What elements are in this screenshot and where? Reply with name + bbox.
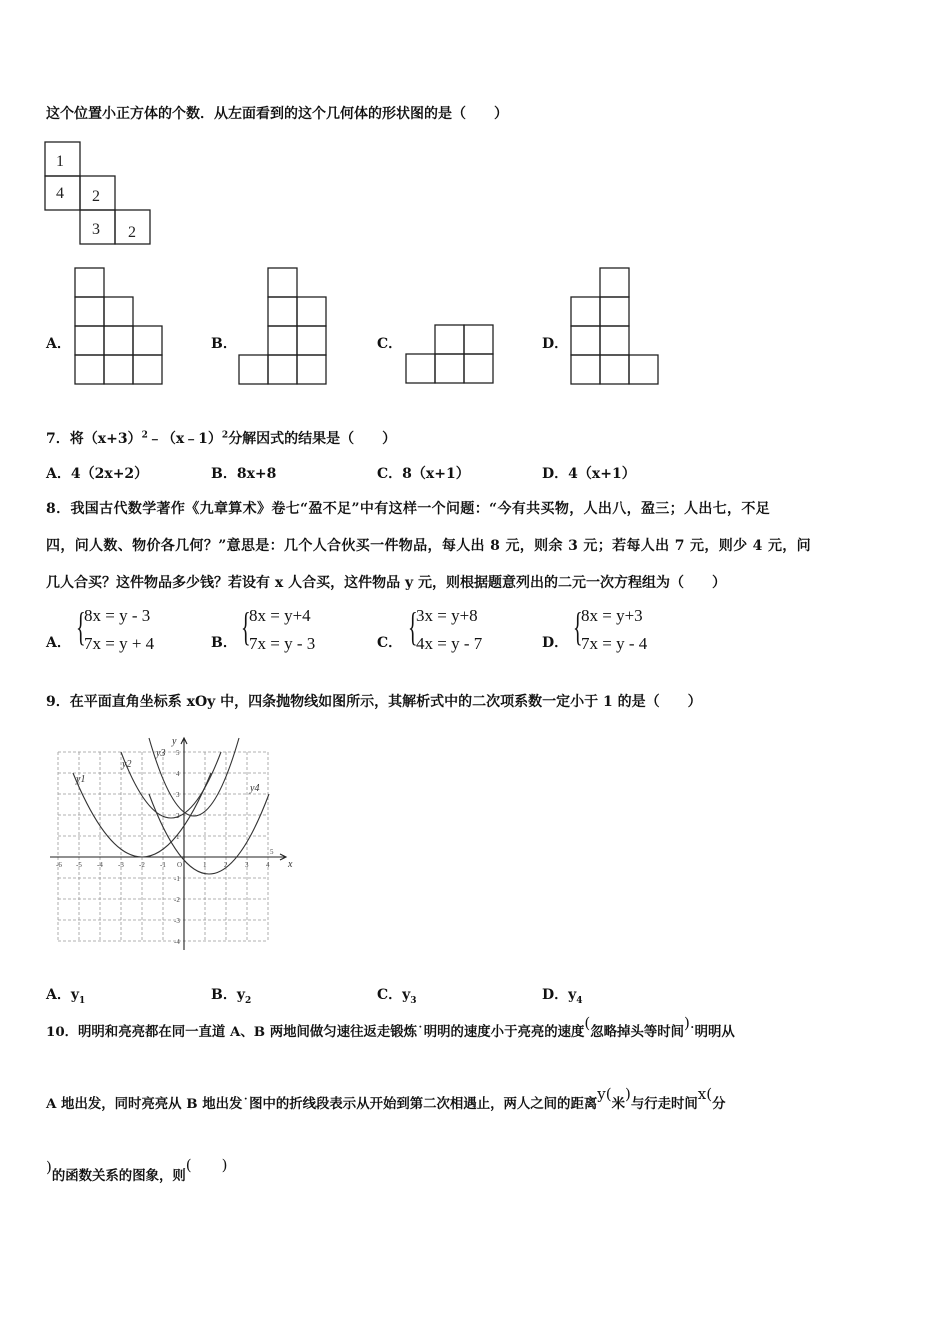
x-tick: -2 — [139, 861, 145, 869]
q8-option-c-label: C． — [377, 635, 403, 651]
x-tick: -4 — [97, 861, 103, 869]
equation: 8x = y+3 — [581, 606, 643, 625]
y-axis-label: y — [172, 736, 177, 747]
q9-option-b[interactable]: B．$y_2$ — [211, 987, 252, 1006]
q6-prompt: 这个位置小正方体的个数．从左面看到的这个几何体的形状图的是（ ） — [46, 106, 508, 122]
q8-option-c-system[interactable]: { 3x = y+8 4x = y - 7 — [408, 604, 483, 653]
q6-option-a-label: A． — [46, 336, 71, 352]
equation: 4x = y - 7 — [416, 634, 483, 653]
q7-prompt: 7．将$(x+3)^2﹣(x﹣1)^2$分解因式的结果是（ ） — [46, 430, 397, 447]
q9-option-a[interactable]: A．$y_1$ — [46, 987, 86, 1006]
x-axis-label: x — [288, 859, 293, 870]
q6-top-view — [44, 140, 156, 246]
q10-line-2: A 地出发，同时亮亮从 B 地出发˙图中的折线段表示从开始到第二次相遇止，两人之间的距离y(米)与行走时间x(分 — [46, 1085, 726, 1112]
equation: 7x = y + 4 — [84, 634, 155, 653]
x-tick: -6 — [56, 861, 62, 869]
q6-option-c-label: C． — [377, 336, 403, 352]
q8-line-2: 四，问人数、物价各几何？”意思是：几个人合伙买一件物品，每人出 8 元，则余 3 元；若每人出 7 元，则少 4 元，问 — [46, 538, 812, 554]
y-tick: 2 — [176, 812, 180, 820]
top-view-number: 1 — [56, 153, 64, 170]
x-tick: 2 — [224, 861, 228, 869]
q8-option-a-system[interactable]: { 8x = y - 3 7x = y + 4 — [76, 604, 155, 653]
q6-option-b-label: B． — [211, 336, 237, 352]
top-view-number: 3 — [92, 221, 100, 238]
q9-option-c[interactable]: C．$y_3$ — [377, 987, 417, 1006]
y-tick: 4 — [176, 770, 180, 778]
y-tick: 5 — [176, 749, 180, 757]
curve-label-y1: y1 — [76, 774, 86, 785]
q9-prompt: 9．在平面直角坐标系 xOy 中，四条抛物线如图所示，其解析式中的二次项系数一定小于 1 的是（ ） — [46, 694, 702, 710]
x-tick: -5 — [76, 861, 82, 869]
q7-option-d[interactable]: D．4（x+1） — [542, 466, 636, 482]
y-tick: -1 — [174, 875, 180, 883]
x-tick: -3 — [118, 861, 124, 869]
q6-option-b-figure[interactable] — [238, 267, 328, 387]
q8-option-a-label: A． — [46, 635, 71, 651]
q7-option-c[interactable]: C．8（x+1） — [377, 466, 470, 482]
x-tick: -1 — [160, 861, 166, 869]
curve-label-y3: y3 — [156, 748, 166, 759]
q10-line-1: 10．明明和亮亮都在同一直道 A、B 两地间做匀速往返走锻炼˙明明的速度小于亮亮的速度(忽略掉头等时间).明明从 — [46, 1014, 735, 1040]
equation: 7x = y - 4 — [581, 634, 648, 653]
curve-label-y4: y4 — [250, 783, 260, 794]
x-tick: 1 — [203, 861, 207, 869]
equation: 3x = y+8 — [416, 606, 478, 625]
q9-parabola-graph — [46, 734, 296, 956]
top-view-number: 4 — [56, 185, 64, 202]
q8-option-d-system[interactable]: { 8x = y+3 7x = y - 4 — [573, 604, 648, 653]
y-tick: 1 — [176, 833, 180, 841]
y-tick: 3 — [176, 791, 180, 799]
q8-line-1: 8．我国古代数学著作《九章算术》卷七“盈不足”中有这样一个问题：“今有共买物，人出八，盈三；人出七，不足 — [46, 501, 771, 517]
x-tick: 5 — [270, 848, 274, 856]
origin-label: O — [177, 861, 183, 869]
y-tick: -4 — [174, 938, 180, 946]
q7-option-a[interactable]: A．4（2x+2） — [46, 466, 149, 482]
x-tick: 4 — [266, 861, 270, 869]
q7-option-b[interactable]: B．8x+8 — [211, 466, 277, 482]
q6-option-a-figure[interactable] — [74, 267, 164, 387]
q6-option-c-figure[interactable] — [405, 324, 495, 386]
y-tick: -3 — [174, 917, 180, 925]
x-tick: 3 — [245, 861, 249, 869]
y-tick: -2 — [174, 896, 180, 904]
q8-option-b-label: B． — [211, 635, 237, 651]
top-view-number: 2 — [92, 188, 100, 205]
curve-label-y2: y2 — [122, 759, 132, 770]
q10-line-3: )的函数关系的图象，则( ) — [46, 1156, 228, 1184]
q8-option-b-system[interactable]: { 8x = y+4 7x = y - 3 — [241, 604, 316, 653]
equation: 8x = y+4 — [249, 606, 311, 625]
equation: 8x = y - 3 — [84, 606, 151, 625]
q8-option-d-label: D． — [542, 635, 569, 651]
q6-option-d-figure[interactable] — [570, 267, 662, 387]
q9-option-d[interactable]: D．$y_4$ — [542, 987, 583, 1006]
q8-line-3: 几人合买？这件物品多少钱？若设有 x 人合买，这件物品 y 元，则根据题意列出的二元一次方程组为（ ） — [46, 575, 726, 591]
top-view-number: 2 — [128, 224, 136, 241]
q6-option-d-label: D． — [542, 336, 569, 352]
equation: 7x = y - 3 — [249, 634, 316, 653]
